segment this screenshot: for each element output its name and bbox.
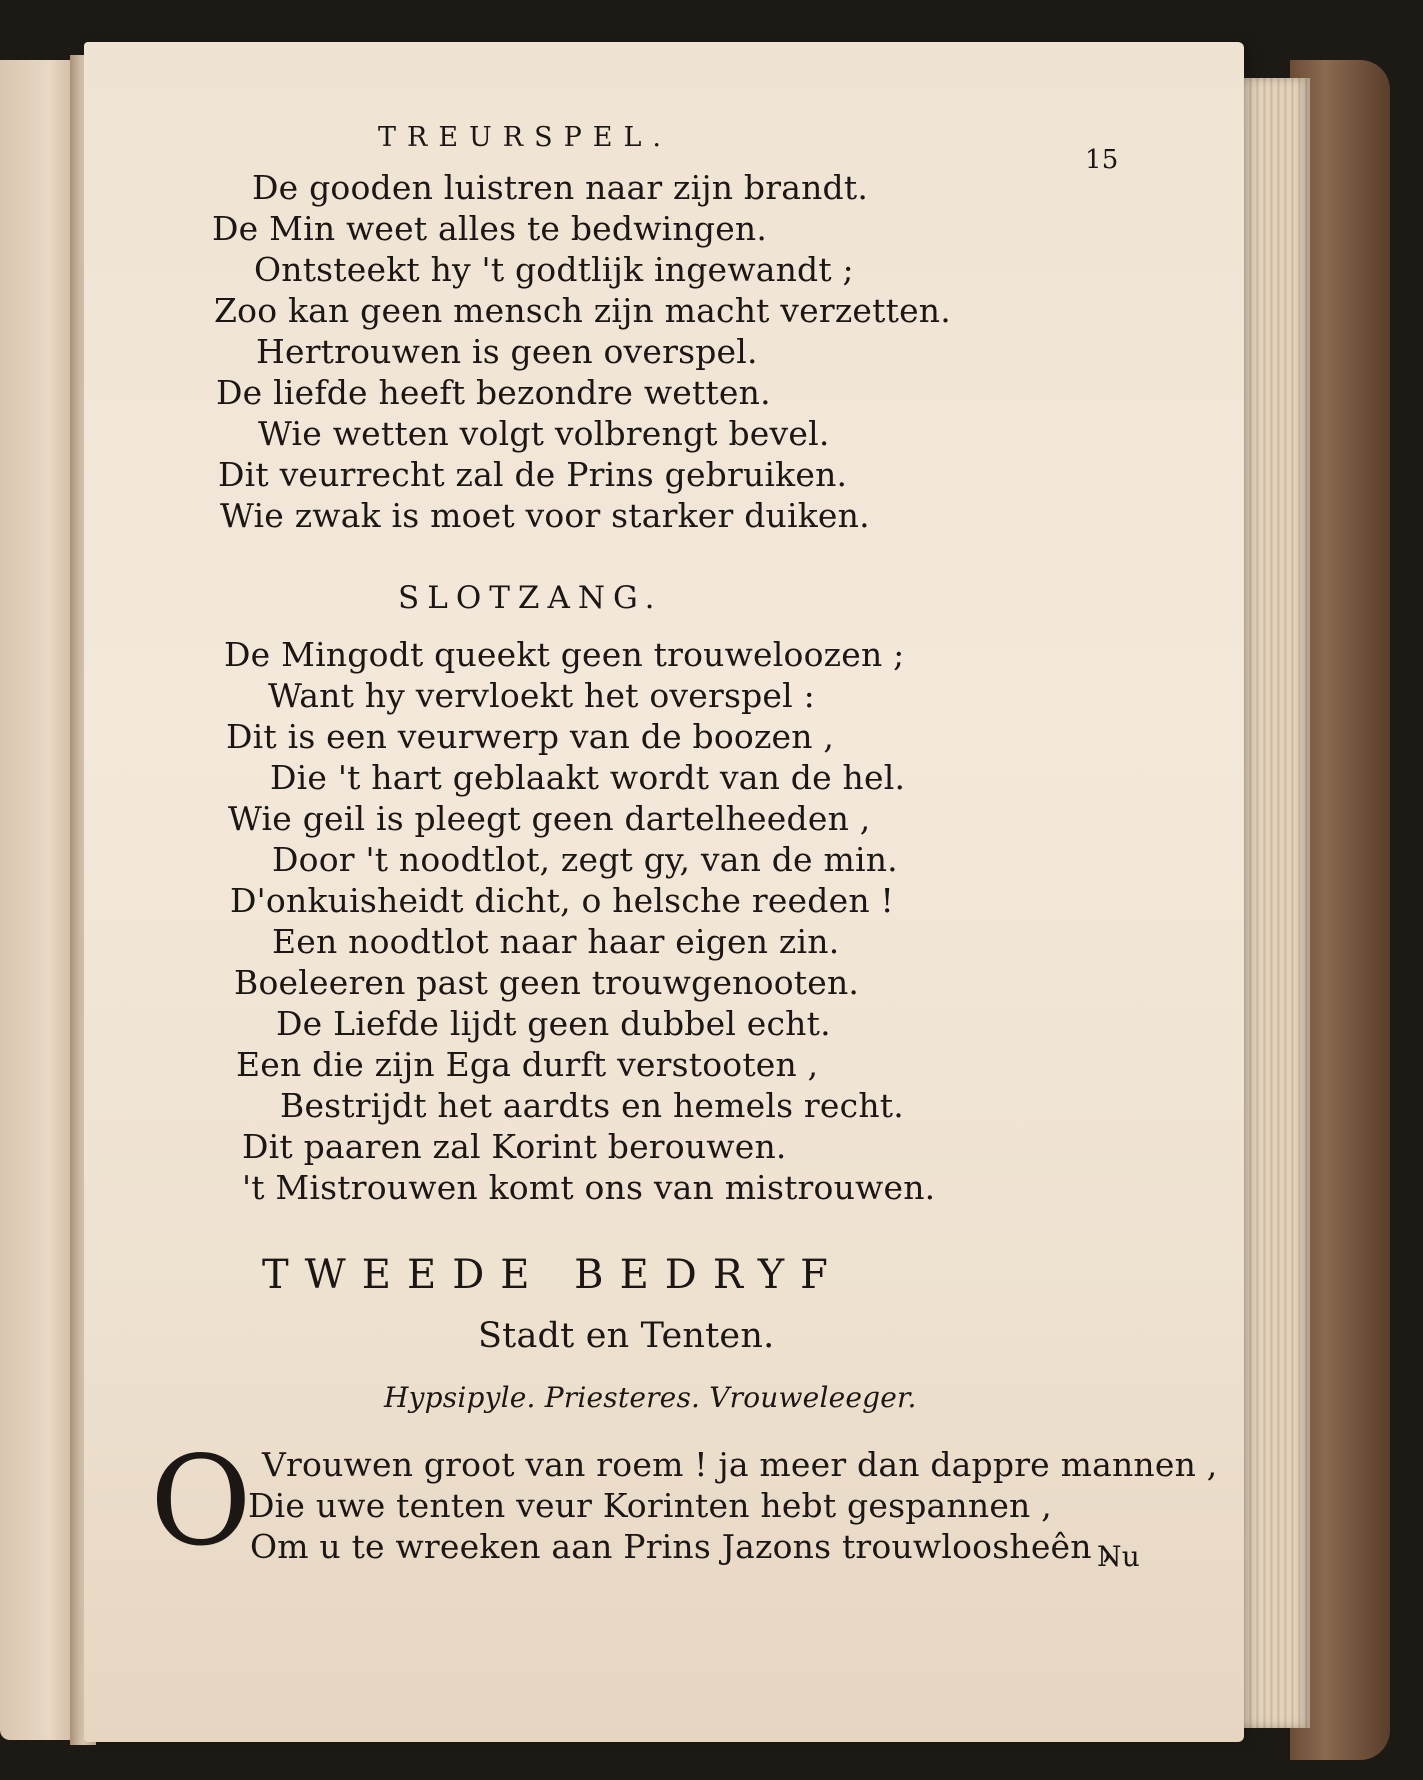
speech-line: Vrouwen groot van roem ! ja meer dan dappre mannen , bbox=[262, 1445, 1218, 1484]
verse-line: Dit paaren zal Korint berouwen. bbox=[242, 1127, 787, 1166]
verse-line: D'onkuisheidt dicht, o helsche reeden ! bbox=[230, 881, 894, 920]
verse-line: Dit is een veurwerp van de boozen , bbox=[226, 717, 835, 756]
act-title: TWEEDE BEDRYF bbox=[262, 1252, 844, 1298]
verse-line: Door 't noodtlot, zegt gy, van de min. bbox=[272, 840, 898, 879]
verse-line: Zoo kan geen mensch zijn macht verzetten. bbox=[214, 291, 951, 330]
page-number: 15 bbox=[1085, 145, 1119, 175]
verse-line: Boeleeren past geen trouwgenooten. bbox=[234, 963, 860, 1002]
section-heading: SLOTZANG. bbox=[398, 580, 663, 616]
dramatis-personae: Hypsipyle. Priesteres. Vrouweleeger. bbox=[384, 1381, 917, 1414]
verse-line: De Mingodt queekt geen trouweloozen ; bbox=[224, 635, 905, 674]
verse-line: Bestrijdt het aardts en hemels recht. bbox=[280, 1086, 904, 1125]
verse-line: Wie zwak is moet voor starker duiken. bbox=[220, 496, 870, 535]
verse-line: De Min weet alles te bedwingen. bbox=[212, 209, 768, 248]
verse-line: Ontsteekt hy 't godtlijk ingewandt ; bbox=[254, 250, 854, 289]
speech-line: Die uwe tenten veur Korinten hebt gespannen , bbox=[248, 1486, 1052, 1525]
verse-line: Want hy vervloekt het overspel : bbox=[268, 676, 815, 715]
verse-line: De gooden luistren naar zijn brandt. bbox=[252, 168, 869, 207]
verse-line: Een noodtlot naar haar eigen zin. bbox=[272, 922, 840, 961]
verse-line: 't Mistrouwen komt ons van mistrouwen. bbox=[242, 1168, 936, 1207]
verse-line: Een die zijn Ega durft verstooten , bbox=[236, 1045, 819, 1084]
verse-line: Wie wetten volgt volbrengt bevel. bbox=[258, 414, 830, 453]
drop-cap: O bbox=[150, 1430, 252, 1574]
verse-line: De liefde heeft bezondre wetten. bbox=[216, 373, 771, 412]
verse-line: Hertrouwen is geen overspel. bbox=[256, 332, 758, 371]
verse-line: De Liefde lijdt geen dubbel echt. bbox=[276, 1004, 831, 1043]
running-head: TREURSPEL. bbox=[378, 122, 673, 153]
verse-line: Die 't hart geblaakt wordt van de hel. bbox=[270, 758, 906, 797]
verse-line: Wie geil is pleegt geen dartelheeden , bbox=[228, 799, 871, 838]
verse-line: Dit veurrecht zal de Prins gebruiken. bbox=[218, 455, 848, 494]
catchword: Nu bbox=[1097, 1540, 1140, 1573]
speech-line: Om u te wreeken aan Prins Jazons trouwloosheên , bbox=[250, 1527, 1114, 1566]
scene-title: Stadt en Tenten. bbox=[478, 1316, 775, 1356]
